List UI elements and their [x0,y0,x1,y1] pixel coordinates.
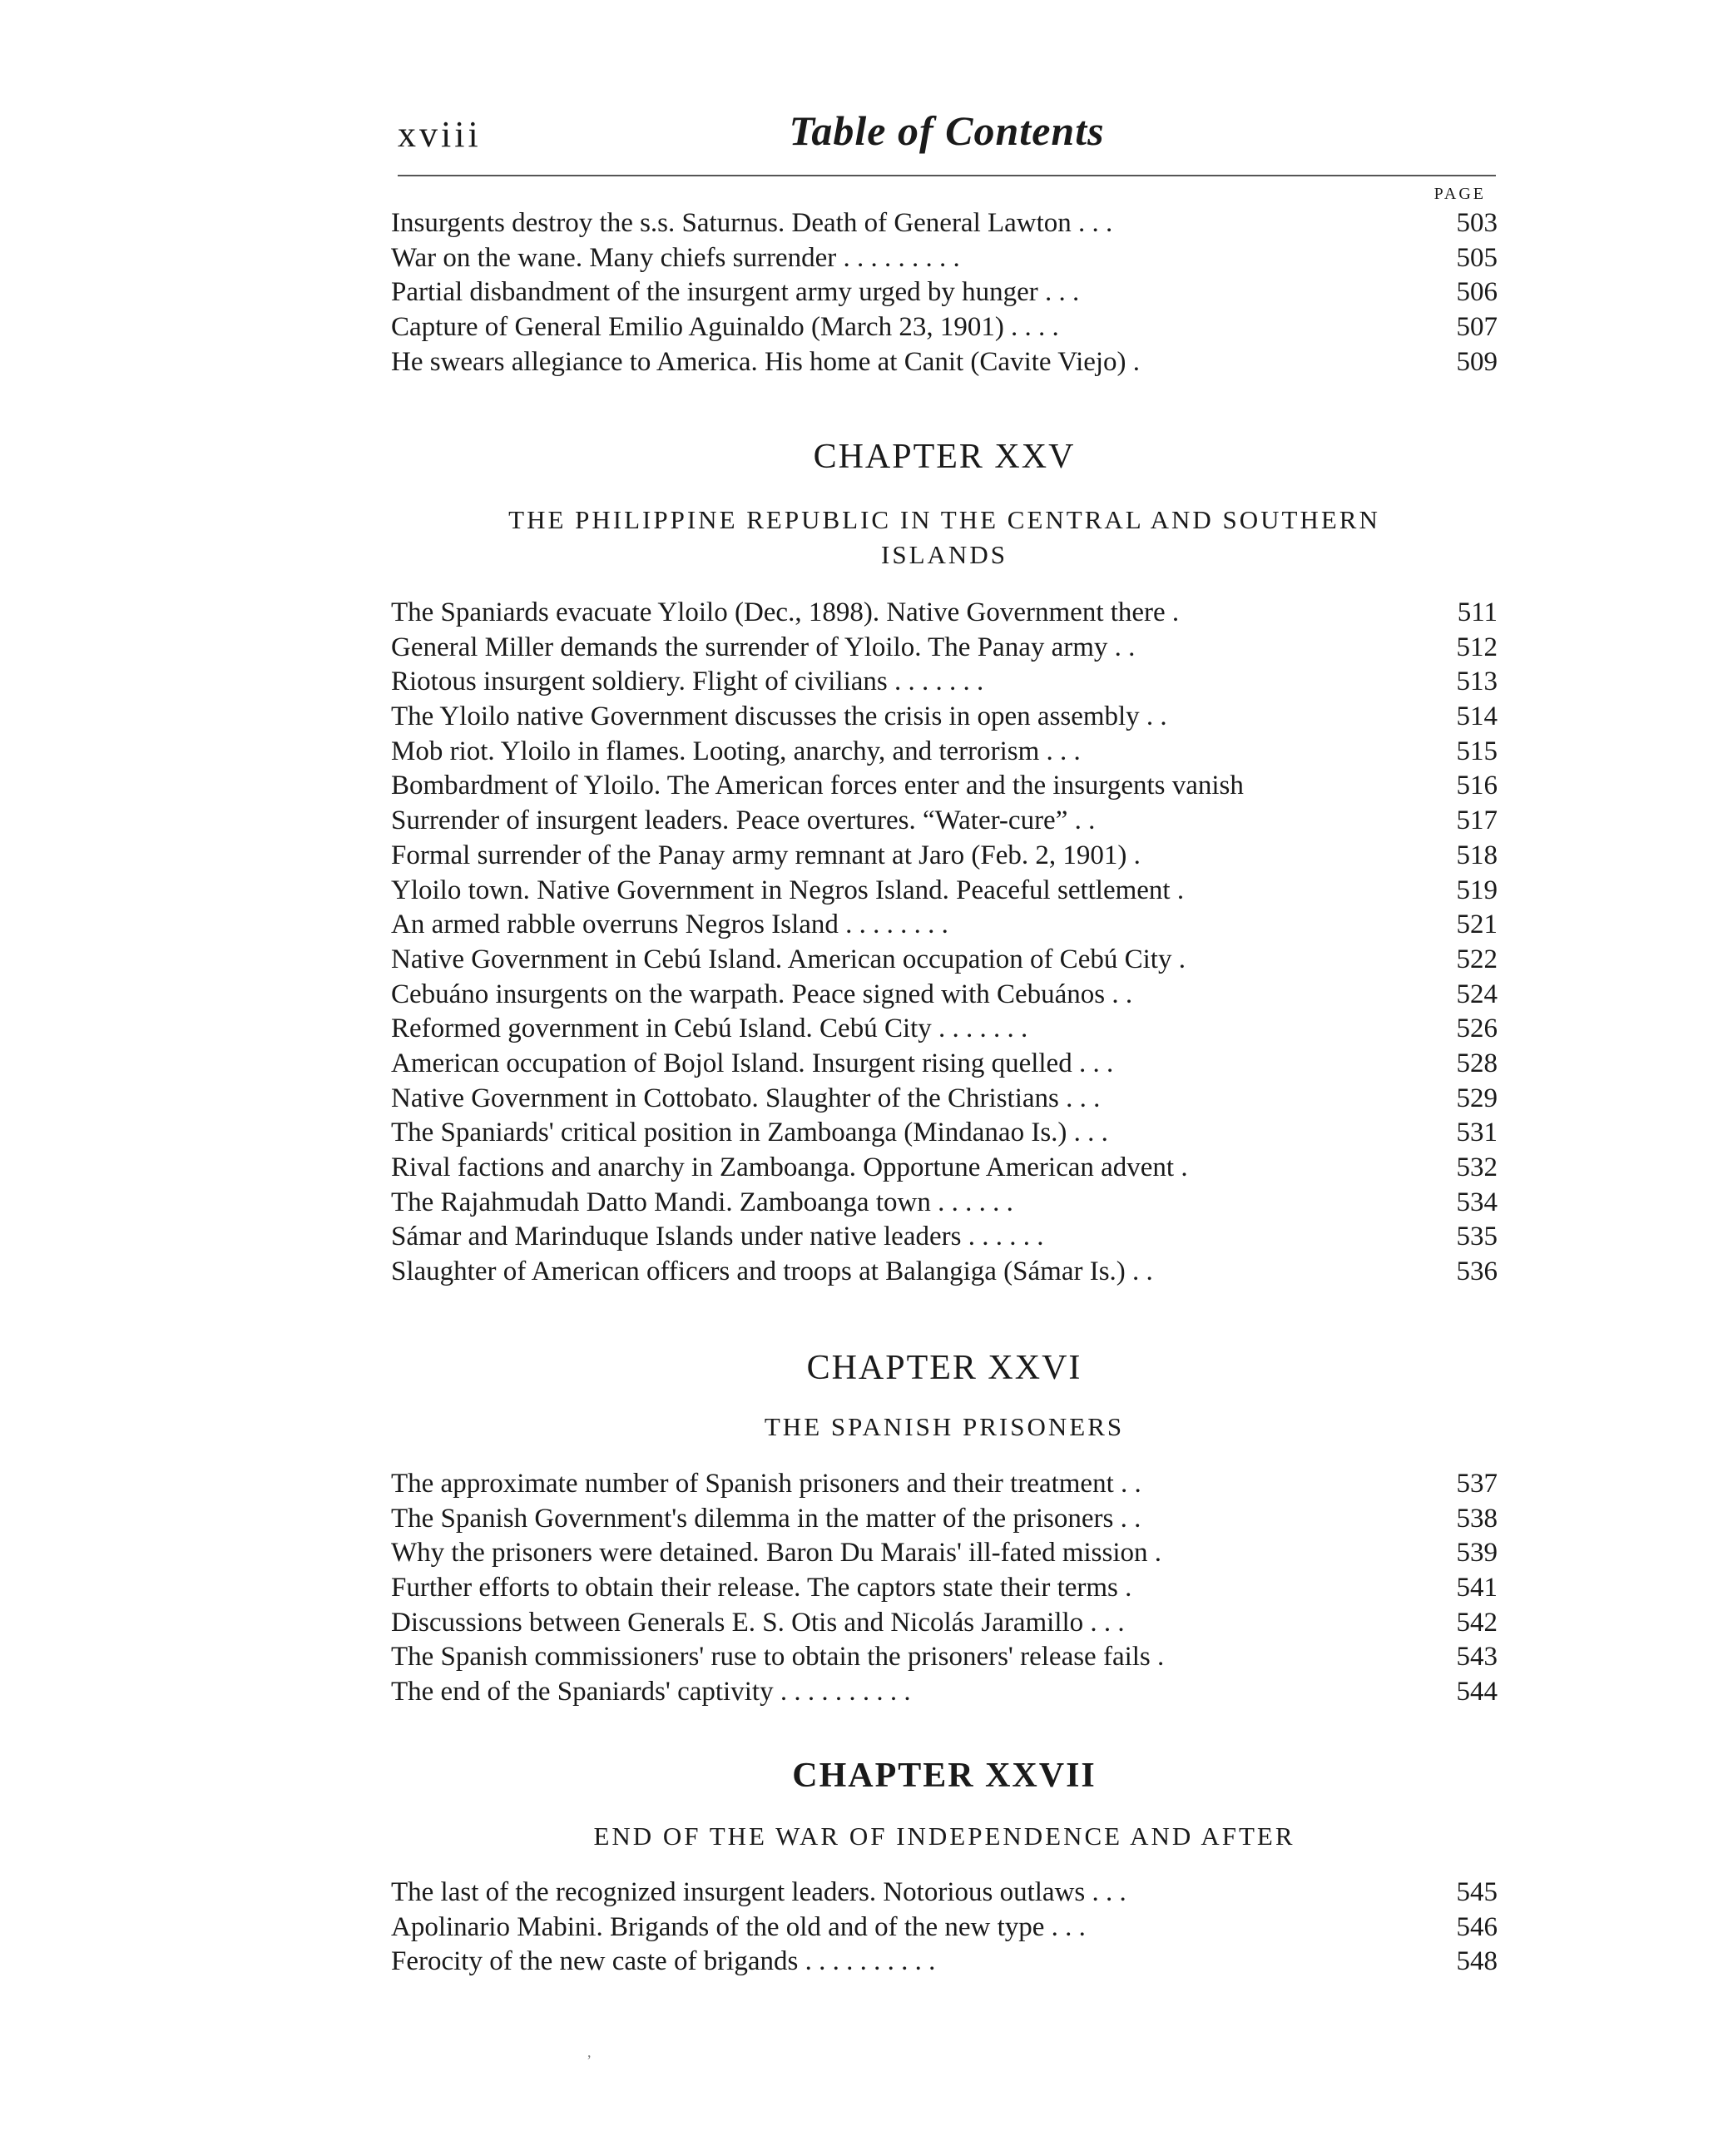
toc-entry[interactable] [391,1082,1498,1117]
toc-entry-text: Native Government in Cebú Island. American occupation of Cebú City . [391,944,1186,974]
chapter-subtitle [391,1819,1498,1854]
chapter-subtitle-line: THE PHILIPPINE REPUBLIC IN THE CENTRAL AND SOUTHERN [508,505,1380,534]
toc-entry-text: Ferocity of the new caste of brigands . . . . . . . . . . [391,1946,936,1977]
toc-entry-text: The Yloilo native Government discusses the crisis in open assembly . . [391,701,1167,732]
toc-entry-text: He swears allegiance to America. His home at Canit (Cavite Viejo) . [391,346,1141,377]
toc-entry[interactable] [391,1467,1498,1502]
toc-entry-page: 503 [1456,208,1498,238]
toc-entry[interactable] [391,1502,1498,1537]
toc-entry-text: Further efforts to obtain their release. The captors state their terms . [391,1573,1132,1603]
toc-entry[interactable] [391,1047,1498,1082]
toc-entry-text: The approximate number of Spanish prisoners and their treatment . . [391,1469,1141,1499]
toc-entry-text: Mob riot. Yloilo in flames. Looting, anarchy, and terrorism . . . [391,736,1081,766]
toc-entry[interactable] [391,275,1498,310]
toc-entry-page: 521 [1456,909,1498,940]
toc-entry[interactable] [391,1876,1498,1911]
toc-section-chapter-xxvi [391,1467,1498,1710]
toc-entry-text: American occupation of Bojol Island. Insurgent rising quelled . . . [391,1048,1114,1078]
toc-entry-page: 545 [1456,1877,1498,1907]
toc-entry[interactable] [391,1911,1498,1945]
chapter-subtitle-line: THE SPANISH PRISONERS [764,1412,1125,1441]
toc-section-chapter-xxv [391,596,1498,1290]
chapter-subtitle-line: ISLANDS [881,540,1008,569]
toc-entry[interactable] [391,345,1498,380]
toc-entry-text: The last of the recognized insurgent leaders. Notorious outlaws . . . [391,1877,1126,1907]
toc-entry[interactable] [391,700,1498,735]
toc-entry-page: 548 [1456,1946,1498,1977]
toc-entry-page: 528 [1456,1048,1498,1078]
header-rule [398,175,1496,176]
toc-entry-text: General Miller demands the surrender of Yloilo. The Panay army . . [391,632,1136,662]
toc-entry[interactable] [391,769,1498,804]
toc-entry-page: 526 [1456,1014,1498,1044]
page-column-label: PAGE [1433,185,1486,203]
toc-entry-page: 538 [1456,1503,1498,1534]
toc-entry-page: 542 [1456,1607,1498,1638]
toc-entry[interactable] [391,1255,1498,1290]
toc-entry-text: Formal surrender of the Panay army remnant at Jaro (Feb. 2, 1901) . [391,840,1141,870]
toc-entry-page: 543 [1456,1642,1498,1673]
page-title: Table of Contents [789,107,1105,154]
toc-entry-page: 507 [1456,312,1498,343]
toc-entry-page: 506 [1456,277,1498,308]
toc-entry-text: Yloilo town. Native Government in Negros Island. Peaceful settlement . [391,875,1185,905]
toc-entry-text: Cebuáno insurgents on the warpath. Peace signed with Cebuános . . [391,979,1133,1009]
toc-entry-text: Apolinario Mabini. Brigands of the old and of the new type . . . [391,1911,1086,1942]
toc-entry-page: 505 [1456,242,1498,273]
chapter-subtitle [391,1410,1498,1445]
toc-section-continued [391,206,1498,379]
toc-entry-page: 531 [1456,1118,1498,1148]
toc-entry-text: An armed rabble overruns Negros Island . . . . . . . . [391,909,948,940]
toc-entry[interactable] [391,735,1498,770]
toc-entry-text: Reformed government in Cebú Island. Cebú City . . . . . . . [391,1014,1028,1044]
toc-entry-page: 532 [1456,1152,1498,1182]
toc-entry[interactable] [391,1945,1498,1980]
toc-entry-text: Insurgents destroy the s.s. Saturnus. Death of General Lawton . . . [391,208,1113,238]
toc-entry-text: Surrender of insurgent leaders. Peace overtures. “Water-cure” . . [391,805,1096,836]
toc-entry[interactable] [391,241,1498,276]
page-folio: xviii [398,114,482,155]
toc-entry[interactable] [391,943,1498,978]
toc-entry-page: 535 [1456,1222,1498,1252]
toc-entry-text: Slaughter of American officers and troops at Balangiga (Sámar Is.) . . [391,1256,1153,1287]
toc-entry[interactable] [391,1220,1498,1255]
toc-entry-page: 512 [1456,632,1498,662]
chapter-heading: CHAPTER XXVII [792,1757,1097,1795]
chapter-heading: CHAPTER XXVI [806,1349,1082,1387]
chapter-subtitle-line: END OF THE WAR OF INDEPENDENCE AND AFTER [593,1821,1295,1851]
toc-entry-text: The Rajahmudah Datto Mandi. Zamboanga town . . . . . . [391,1187,1013,1217]
toc-entry-page: 519 [1456,875,1498,905]
toc-entry-text: War on the wane. Many chiefs surrender . . . . . . . . . [391,242,960,273]
toc-entry-page: 522 [1456,944,1498,974]
toc-entry-page: 534 [1456,1187,1498,1217]
toc-entry[interactable] [391,1640,1498,1675]
toc-entry-text: The Spanish Government's dilemma in the matter of the prisoners . . [391,1503,1141,1534]
toc-entry[interactable] [391,978,1498,1013]
toc-entry[interactable] [391,1675,1498,1710]
toc-entry[interactable] [391,206,1498,241]
toc-entry-page: 518 [1456,840,1498,870]
toc-entry-page: 516 [1456,771,1498,801]
toc-entry[interactable] [391,1116,1498,1151]
toc-entry-page: 546 [1456,1911,1498,1942]
toc-entry-text: Capture of General Emilio Aguinaldo (March 23, 1901) . . . . [391,312,1059,343]
toc-entry-page: 529 [1456,1083,1498,1113]
toc-entry-text: The Spanish commissioners' ruse to obtain the prisoners' release fails . [391,1642,1165,1673]
toc-entry[interactable] [391,908,1498,943]
toc-entry-page: 517 [1456,805,1498,836]
toc-entry[interactable] [391,1606,1498,1641]
toc-entry-text: Discussions between Generals E. S. Otis and Nicolás Jaramillo . . . [391,1607,1125,1638]
toc-entry-page: 541 [1456,1573,1498,1603]
toc-entry[interactable] [391,804,1498,839]
toc-entry-text: The end of the Spaniards' captivity . . . . . . . . . . [391,1677,911,1707]
chapter-subtitle [391,503,1498,572]
toc-entry-page: 536 [1456,1256,1498,1287]
toc-entry-text: The Spaniards evacuate Yloilo (Dec., 1898). Native Government there . [391,597,1180,627]
toc-entry-page: 544 [1456,1677,1498,1707]
toc-entry[interactable] [391,596,1498,631]
toc-entry-text: Rival factions and anarchy in Zamboanga. Opportune American advent . [391,1152,1188,1182]
toc-section-chapter-xxvii [391,1876,1498,1980]
chapter-heading: CHAPTER XXV [813,438,1076,476]
toc-entry-text: Bombardment of Yloilo. The American forces enter and the insurgents vanish [391,771,1244,801]
toc-entry-page: 524 [1456,979,1498,1009]
print-speck: , [587,2044,592,2060]
toc-entry-page: 539 [1456,1538,1498,1569]
toc-entry[interactable] [391,631,1498,666]
toc-entry-text: Riotous insurgent soldiery. Flight of civilians . . . . . . . [391,667,984,697]
toc-entry-page: 537 [1456,1469,1498,1499]
toc-entry-page: 511 [1457,597,1498,627]
toc-entry-page: 515 [1456,736,1498,766]
toc-entry[interactable] [391,1012,1498,1047]
toc-entry[interactable] [391,1151,1498,1186]
toc-entry-text: The Spaniards' critical position in Zamboanga (Mindanao Is.) . . . [391,1118,1108,1148]
toc-entry[interactable] [391,665,1498,700]
toc-entry-text: Partial disbandment of the insurgent army urged by hunger . . . [391,277,1080,308]
running-head [398,107,1496,173]
toc-entry[interactable] [391,1536,1498,1571]
toc-entry-text: Sámar and Marinduque Islands under native leaders . . . . . . [391,1222,1044,1252]
toc-entry[interactable] [391,1186,1498,1221]
toc-entry[interactable] [391,839,1498,874]
toc-entry[interactable] [391,1571,1498,1606]
toc-entry-text: Native Government in Cottobato. Slaughter of the Christians . . . [391,1083,1101,1113]
toc-entry-page: 513 [1456,667,1498,697]
toc-entry-page: 509 [1456,346,1498,377]
toc-entry-page: 514 [1456,701,1498,732]
toc-entry[interactable] [391,310,1498,345]
toc-entry[interactable] [391,874,1498,909]
toc-entry-text: Why the prisoners were detained. Baron Du Marais' ill-fated mission . [391,1538,1162,1569]
